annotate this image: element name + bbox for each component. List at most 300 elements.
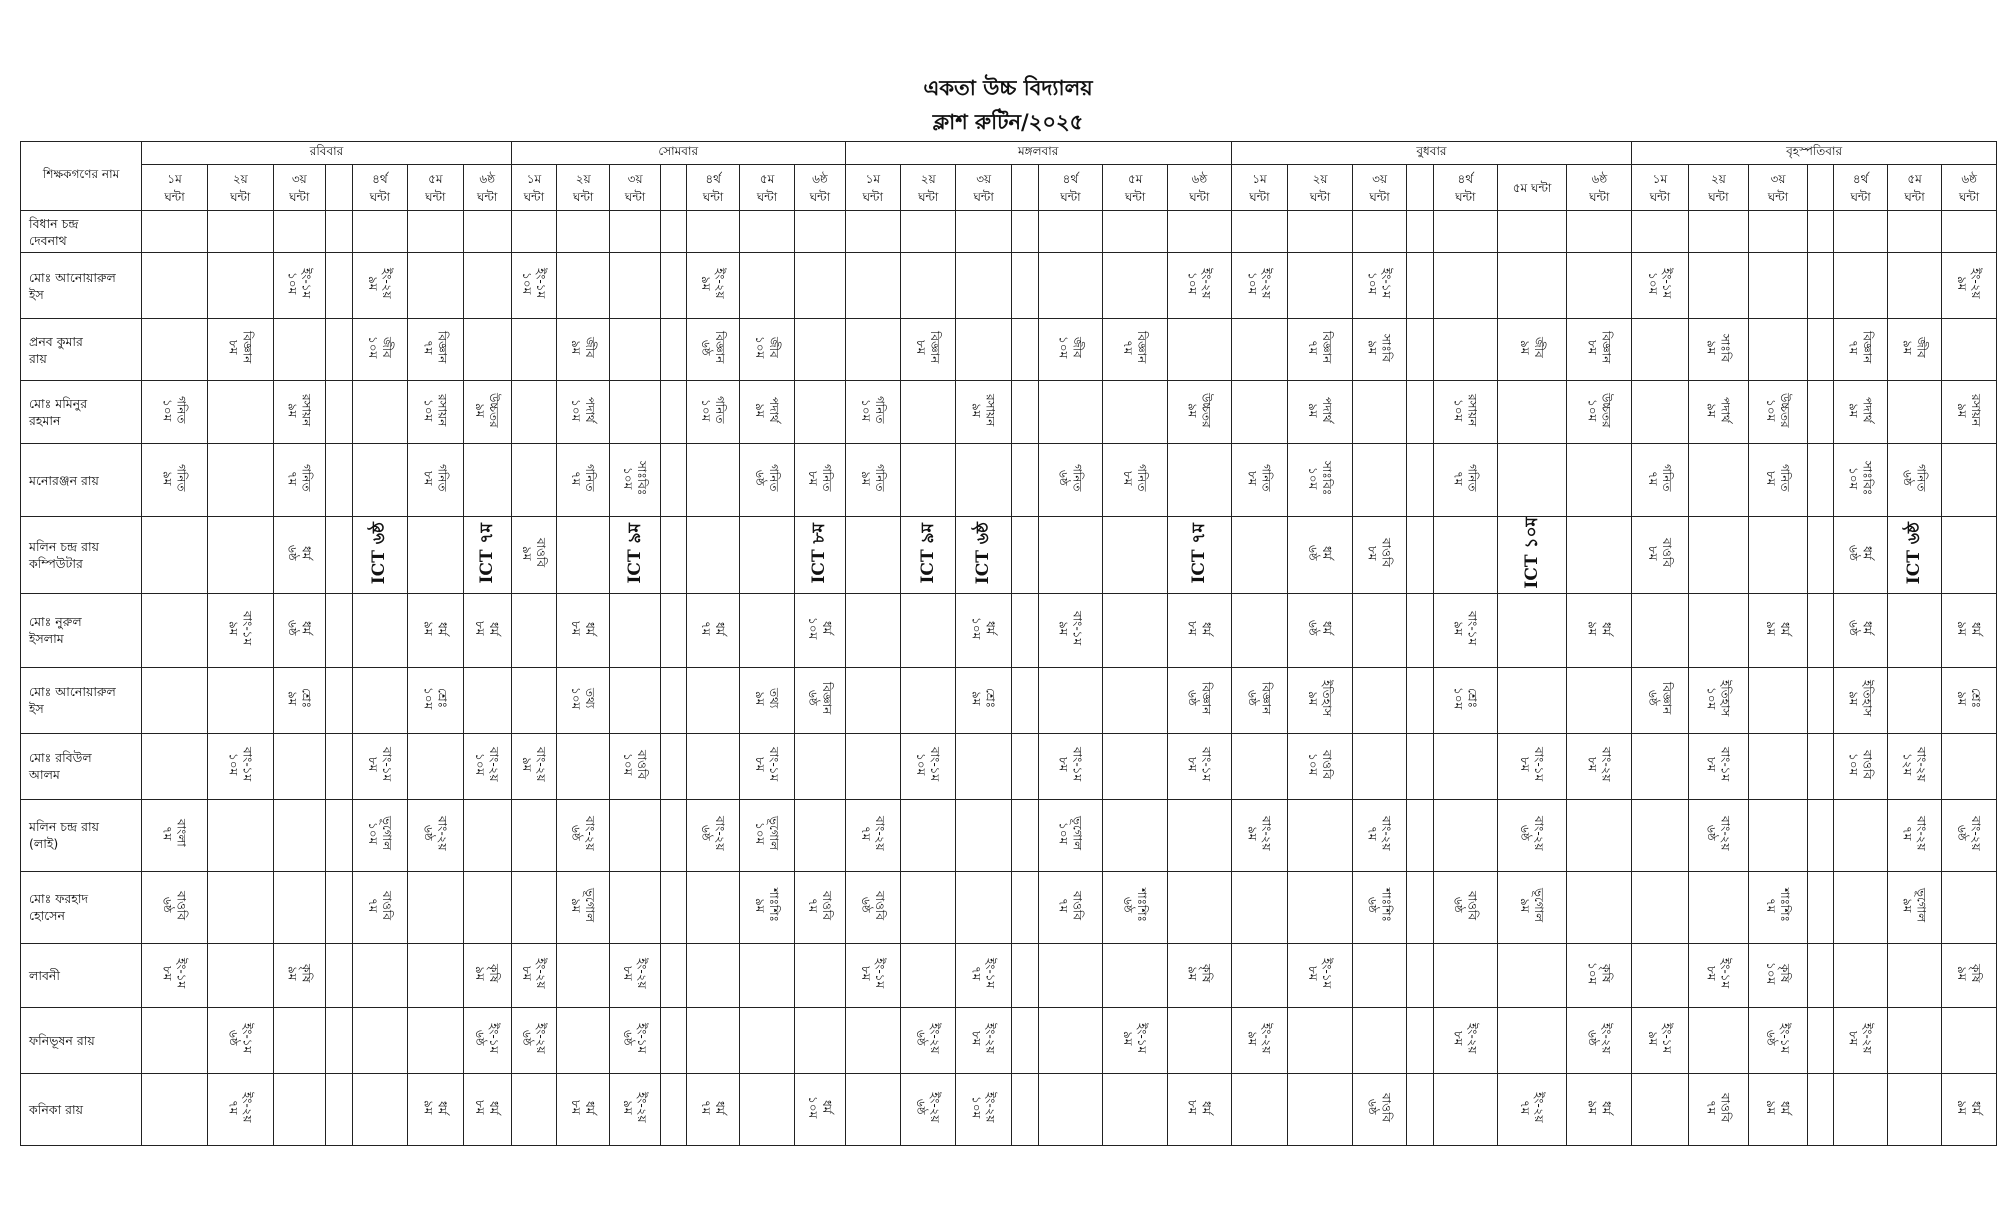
break-gap: [325, 517, 352, 594]
period-cell: [1749, 381, 1808, 444]
period-cell: [1038, 1073, 1103, 1145]
class-entry: কৃষি ৯ম: [1955, 963, 1984, 983]
period-cell: [1567, 1073, 1632, 1145]
period-cell: [795, 871, 845, 943]
period-cell: [1352, 667, 1406, 733]
period-cell: [1632, 319, 1688, 381]
period-cell: [1352, 871, 1406, 943]
period-cell: [795, 319, 845, 381]
period-cell: [795, 253, 845, 319]
period-cell: [1288, 593, 1353, 667]
period-cell: [511, 733, 556, 799]
class-entry: কৃষি ৯ম: [285, 963, 314, 983]
period-cell: [845, 517, 900, 594]
period-cell: [1887, 211, 1941, 253]
period-cell: [1038, 733, 1103, 799]
period-cell: [1434, 871, 1498, 943]
period-header: ২য় ঘন্টা: [557, 165, 610, 211]
break-gap: [325, 253, 352, 319]
period-cell: [795, 943, 845, 1007]
class-entry: বাওবি ৭ম: [1056, 890, 1085, 920]
period-cell: [1352, 381, 1406, 444]
period-cell: [739, 444, 794, 517]
period-header: ৩য় ঘন্টা: [610, 165, 660, 211]
class-entry: বাং-২য় ৬ষ্ঠ: [1955, 815, 1984, 851]
day-header: বুধবার: [1231, 142, 1631, 165]
period-cell: [1038, 799, 1103, 871]
break-gap: [325, 1007, 352, 1073]
class-entry: শাঃশিঃ ৭ম: [1763, 888, 1792, 923]
teacher-row: [21, 211, 1997, 253]
period-cell: [142, 799, 208, 871]
break-gap: [325, 593, 352, 667]
period-cell: [1038, 211, 1103, 253]
period-cell: [1288, 517, 1353, 594]
period-cell: [956, 444, 1011, 517]
period-cell: [610, 319, 660, 381]
period-cell: [1688, 253, 1749, 319]
period-cell: [1567, 943, 1632, 1007]
period-cell: [1497, 211, 1567, 253]
period-cell: [845, 211, 900, 253]
period-cell: [1834, 444, 1887, 517]
period-cell: [687, 253, 739, 319]
day-header: মঙ্গলবার: [845, 142, 1231, 165]
period-cell: [1749, 733, 1808, 799]
ict-class-entry: ICT ৯ম: [624, 522, 645, 584]
period-cell: [1497, 517, 1567, 594]
class-entry: ধর্ম ৬ষ্ঠ: [1306, 620, 1335, 636]
period-cell: [901, 667, 956, 733]
break-gap: [1807, 667, 1834, 733]
break-gap: [325, 381, 352, 444]
period-cell: [687, 871, 739, 943]
period-cell: [1834, 871, 1887, 943]
period-cell: [463, 319, 511, 381]
period-cell: [956, 1007, 1011, 1073]
period-cell: [352, 1073, 407, 1145]
class-entry: বাং-১ম ৯ম: [1056, 611, 1085, 646]
period-cell: [687, 1007, 739, 1073]
period-cell: [1632, 1073, 1688, 1145]
period-cell: [1434, 211, 1498, 253]
period-cell: [557, 871, 610, 943]
class-entry: বাওবি ১০ম: [621, 749, 650, 779]
period-cell: [557, 733, 610, 799]
period-cell: [1834, 733, 1887, 799]
period-cell: [1887, 253, 1941, 319]
period-cell: [845, 733, 900, 799]
period-header: ২য় ঘন্টা: [1288, 165, 1353, 211]
class-entry: ভূগোল ১০ম: [365, 816, 394, 851]
class-entry: বাং-১ম ৮ম: [365, 747, 394, 782]
period-cell: [1749, 517, 1808, 594]
teacher-name: বিধান চন্দ্র দেবনাথ: [21, 211, 142, 253]
period-cell: [1632, 667, 1688, 733]
break-gap: [325, 319, 352, 381]
period-cell: [901, 943, 956, 1007]
teacher-name: কনিকা রায়: [21, 1073, 142, 1145]
break-gap: [1407, 381, 1434, 444]
class-entry: গনিত ৬ষ্ঠ: [1900, 464, 1929, 492]
class-entry: পদার্থ ৯ম: [753, 397, 781, 423]
period-cell: [1352, 253, 1406, 319]
period-cell: [1038, 381, 1103, 444]
period-cell: [463, 211, 511, 253]
period-cell: [956, 1073, 1011, 1145]
class-entry: বাং-১ম ১০ম: [914, 747, 943, 782]
period-cell: [1887, 517, 1941, 594]
period-cell: [1352, 733, 1406, 799]
period-cell: [845, 667, 900, 733]
period-cell: [207, 593, 273, 667]
break-gap: [1011, 799, 1038, 871]
period-cell: [1942, 799, 1997, 871]
period-cell: [845, 871, 900, 943]
period-cell: [511, 1007, 556, 1073]
class-entry: ইং-২য় ৮ম: [519, 957, 548, 989]
break-gap: [1407, 871, 1434, 943]
period-cell: [739, 943, 794, 1007]
break-gap: [1011, 943, 1038, 1007]
class-entry: ইং-২য় ১০ম: [1185, 268, 1214, 299]
period-cell: [207, 517, 273, 594]
period-cell: [511, 943, 556, 1007]
period-cell: [845, 593, 900, 667]
period-cell: [610, 593, 660, 667]
period-cell: [1167, 319, 1231, 381]
period-cell: [1632, 381, 1688, 444]
period-cell: [207, 1073, 273, 1145]
period-cell: [1567, 593, 1632, 667]
period-cell: [1834, 593, 1887, 667]
class-entry: ইং-২য় ৬ষ্ঠ: [914, 1022, 943, 1054]
period-cell: [1434, 593, 1498, 667]
class-entry: বাং-২য় ৬ষ্ঠ: [421, 815, 450, 851]
period-cell: [557, 211, 610, 253]
class-entry: গনিত ৯ম: [160, 464, 189, 492]
class-entry: ইং-২য় ৮ম: [1846, 1022, 1875, 1054]
class-entry: সাঃবি ৯ম: [1365, 333, 1394, 362]
period-cell: [1497, 593, 1567, 667]
period-cell: [1167, 1007, 1231, 1073]
period-cell: [511, 319, 556, 381]
period-cell: [1887, 319, 1941, 381]
class-entry: জীব ৯ম: [569, 337, 598, 358]
period-cell: [142, 1007, 208, 1073]
period-cell: [1103, 799, 1168, 871]
class-entry: বাওবি ৬ষ্ঠ: [858, 890, 887, 920]
break-gap: [1807, 593, 1834, 667]
period-cell: [1567, 444, 1632, 517]
period-cell: [352, 517, 407, 594]
period-cell: [352, 444, 407, 517]
period-cell: [1231, 517, 1287, 594]
period-cell: [1749, 319, 1808, 381]
break-gap: [1807, 1073, 1834, 1145]
class-entry: বাং-১ম ৮ম: [753, 747, 781, 782]
break-gap: [1807, 943, 1834, 1007]
break-gap: [660, 517, 687, 594]
period-cell: [1632, 211, 1688, 253]
period-cell: [901, 319, 956, 381]
period-cell: [739, 319, 794, 381]
period-cell: [795, 799, 845, 871]
class-entry: ধর্ম ৮ম: [569, 621, 598, 636]
period-cell: [207, 381, 273, 444]
ict-class-entry: ICT ৬ষ্ঠ: [973, 521, 994, 584]
class-entry: ইং-২য় ৯ম: [365, 268, 394, 299]
period-cell: [1688, 871, 1749, 943]
period-cell: [511, 593, 556, 667]
period-cell: [142, 319, 208, 381]
class-entry: বিজ্ঞান ৬ষ্ঠ: [1185, 681, 1214, 715]
break-gap: [1011, 1007, 1038, 1073]
class-entry: জীব ১০ম: [753, 336, 781, 359]
break-gap: [1807, 1007, 1834, 1073]
period-cell: [352, 381, 407, 444]
period-cell: [1288, 1073, 1353, 1145]
period-cell: [845, 444, 900, 517]
period-cell: [557, 253, 610, 319]
class-entry: বাং-২য় ৯ম: [519, 746, 548, 782]
period-cell: [1497, 943, 1567, 1007]
period-cell: [142, 733, 208, 799]
period-header: ৪র্থ ঘন্টা: [1434, 165, 1498, 211]
period-cell: [1288, 381, 1353, 444]
period-cell: [901, 1007, 956, 1073]
period-cell: [1352, 943, 1406, 1007]
period-cell: [142, 517, 208, 594]
period-cell: [610, 517, 660, 594]
period-cell: [1688, 733, 1749, 799]
period-cell: [142, 871, 208, 943]
break-gap: [660, 593, 687, 667]
period-cell: [687, 444, 739, 517]
class-entry: বাং-২য় ৬ষ্ঠ: [569, 815, 598, 851]
period-cell: [273, 593, 325, 667]
period-cell: [1749, 871, 1808, 943]
period-cell: [845, 1073, 900, 1145]
break-gap: [1407, 943, 1434, 1007]
class-entry: ধর্ম ৯ম: [1585, 621, 1614, 636]
class-entry: উচ্চতর ১০ম: [1763, 392, 1792, 428]
break-gap: [660, 667, 687, 733]
period-cell: [1038, 517, 1103, 594]
class-entry: গনিত ৬ষ্ঠ: [1056, 464, 1085, 492]
period-cell: [207, 1007, 273, 1073]
period-cell: [1167, 733, 1231, 799]
period-cell: [1749, 253, 1808, 319]
break-gap: [1807, 253, 1834, 319]
period-cell: [352, 593, 407, 667]
period-cell: [1942, 211, 1997, 253]
period-cell: [207, 211, 273, 253]
period-cell: [273, 733, 325, 799]
day-header: বৃহস্পতিবার: [1632, 142, 1997, 165]
period-cell: [207, 733, 273, 799]
period-cell: [901, 381, 956, 444]
class-entry: রসায়ন ৯ম: [969, 393, 998, 427]
period-cell: [739, 871, 794, 943]
period-header: ১ম ঘন্টা: [142, 165, 208, 211]
teacher-row: [21, 871, 1997, 943]
day-header: সোমবার: [511, 142, 845, 165]
period-cell: [408, 319, 463, 381]
class-entry: পদার্থ ৯ম: [1846, 397, 1875, 423]
class-entry: বাং-২য় ১২ম: [1900, 746, 1929, 782]
class-entry: ইং-২য় ১০ম: [969, 1091, 998, 1123]
break-gap: [1807, 871, 1834, 943]
class-entry: বাং-১ম ৯ম: [226, 611, 255, 646]
period-cell: [273, 517, 325, 594]
period-cell: [845, 799, 900, 871]
period-cell: [739, 1007, 794, 1073]
period-cell: [1632, 593, 1688, 667]
period-cell: [1434, 943, 1498, 1007]
period-cell: [845, 943, 900, 1007]
period-cell: [1834, 1073, 1887, 1145]
break-gap: [660, 165, 687, 211]
class-entry: বাং-২য় ৭ম: [1365, 815, 1394, 851]
class-entry: পদার্থ ৯ম: [1306, 397, 1335, 423]
period-cell: [463, 253, 511, 319]
period-cell: [1352, 444, 1406, 517]
class-entry: বাং-২য় ৭ম: [858, 815, 887, 851]
class-entry: ধর্ম ৮ম: [1185, 621, 1214, 636]
class-entry: ধর্ম ৯ম: [1763, 1100, 1792, 1115]
period-cell: [1942, 253, 1997, 319]
break-gap: [325, 799, 352, 871]
period-cell: [956, 517, 1011, 594]
teacher-name: মলিন চন্দ্র রায় কম্পিউটার: [21, 517, 142, 594]
class-entry: ইং-২য় ৭ম: [1518, 1091, 1547, 1123]
period-cell: [956, 253, 1011, 319]
period-cell: [1288, 1007, 1353, 1073]
period-cell: [845, 1007, 900, 1073]
period-cell: [956, 211, 1011, 253]
period-cell: [463, 444, 511, 517]
period-cell: [1567, 319, 1632, 381]
period-cell: [901, 799, 956, 871]
school-name: একতা উচ্চ বিদ্যালয়: [923, 75, 1093, 100]
period-cell: [1103, 381, 1168, 444]
period-cell: [408, 253, 463, 319]
break-gap: [1807, 799, 1834, 871]
period-cell: [739, 253, 794, 319]
period-cell: [1632, 253, 1688, 319]
period-cell: [1103, 943, 1168, 1007]
period-cell: [1103, 444, 1168, 517]
break-gap: [1407, 1073, 1434, 1145]
break-gap: [1011, 871, 1038, 943]
class-entry: বাওবি ৯ম: [519, 538, 548, 568]
period-cell: [1942, 871, 1997, 943]
period-cell: [795, 381, 845, 444]
class-entry: ইং-১ম ৮ম: [858, 957, 887, 989]
routine-title: ক্লাশ রুটিন/২০২৫: [932, 109, 1084, 134]
period-cell: [956, 381, 1011, 444]
period-cell: [1887, 593, 1941, 667]
period-cell: [845, 381, 900, 444]
class-entry: ধর্ম ১০ম: [805, 616, 834, 640]
break-gap: [1407, 593, 1434, 667]
period-cell: [1497, 733, 1567, 799]
period-cell: [463, 1073, 511, 1145]
period-cell: [845, 253, 900, 319]
period-cell: [557, 319, 610, 381]
period-cell: [739, 517, 794, 594]
class-entry: বিজ্ঞান ৬ষ্ঠ: [699, 331, 728, 364]
period-cell: [1942, 319, 1997, 381]
period-cell: [1834, 253, 1887, 319]
class-entry: রসায়ন ১০ম: [1451, 393, 1480, 427]
period-cell: [1688, 381, 1749, 444]
period-cell: [687, 733, 739, 799]
period-cell: [1352, 799, 1406, 871]
period-cell: [795, 517, 845, 594]
period-cell: [273, 211, 325, 253]
period-cell: [1749, 1073, 1808, 1145]
period-cell: [1749, 943, 1808, 1007]
period-cell: [739, 593, 794, 667]
class-entry: বাং-১ম ৮ম: [1704, 747, 1733, 782]
break-gap: [1807, 444, 1834, 517]
period-cell: [687, 667, 739, 733]
class-entry: উচ্চতর ৯ম: [1185, 392, 1214, 428]
class-entry: ইং-১ম ৬ষ্ঠ: [1763, 1022, 1792, 1054]
period-cell: [901, 733, 956, 799]
period-cell: [463, 799, 511, 871]
period-cell: [207, 799, 273, 871]
class-entry: বিজ্ঞান ৬ষ্ঠ: [1245, 681, 1274, 715]
period-cell: [408, 211, 463, 253]
class-entry: ভূগোল ১০ম: [1056, 816, 1085, 851]
period-cell: [1834, 799, 1887, 871]
break-gap: [1407, 733, 1434, 799]
period-cell: [511, 211, 556, 253]
period-cell: [1942, 733, 1997, 799]
period-cell: [511, 381, 556, 444]
period-cell: [687, 799, 739, 871]
period-cell: [1632, 733, 1688, 799]
period-cell: [1103, 253, 1168, 319]
period-cell: [1749, 444, 1808, 517]
period-cell: [1688, 1073, 1749, 1145]
class-entry: গনিত ৮ম: [1245, 464, 1274, 492]
class-entry: বাওবি ৮ম: [1645, 538, 1674, 568]
break-gap: [660, 211, 687, 253]
class-entry: শ্রেঃ ৯ম: [969, 688, 998, 709]
break-gap: [660, 381, 687, 444]
class-entry: বাওবি ৭ম: [1704, 1092, 1733, 1122]
period-cell: [687, 517, 739, 594]
period-header: ২য় ঘন্টা: [207, 165, 273, 211]
class-entry: ইং-২য় ৮ম: [969, 1022, 998, 1054]
class-entry: ইং-২য় ৮ম: [1451, 1022, 1480, 1054]
period-cell: [1352, 1073, 1406, 1145]
period-cell: [610, 799, 660, 871]
period-cell: [273, 381, 325, 444]
class-entry: শ্রেঃ ৯ম: [285, 688, 314, 709]
period-cell: [463, 733, 511, 799]
period-cell: [687, 211, 739, 253]
period-cell: [1434, 517, 1498, 594]
class-entry: বিজ্ঞান ৭ম: [1121, 331, 1150, 364]
class-entry: ধর্ম ৮ম: [473, 1100, 502, 1115]
break-gap: [1807, 733, 1834, 799]
period-cell: [1834, 211, 1887, 253]
